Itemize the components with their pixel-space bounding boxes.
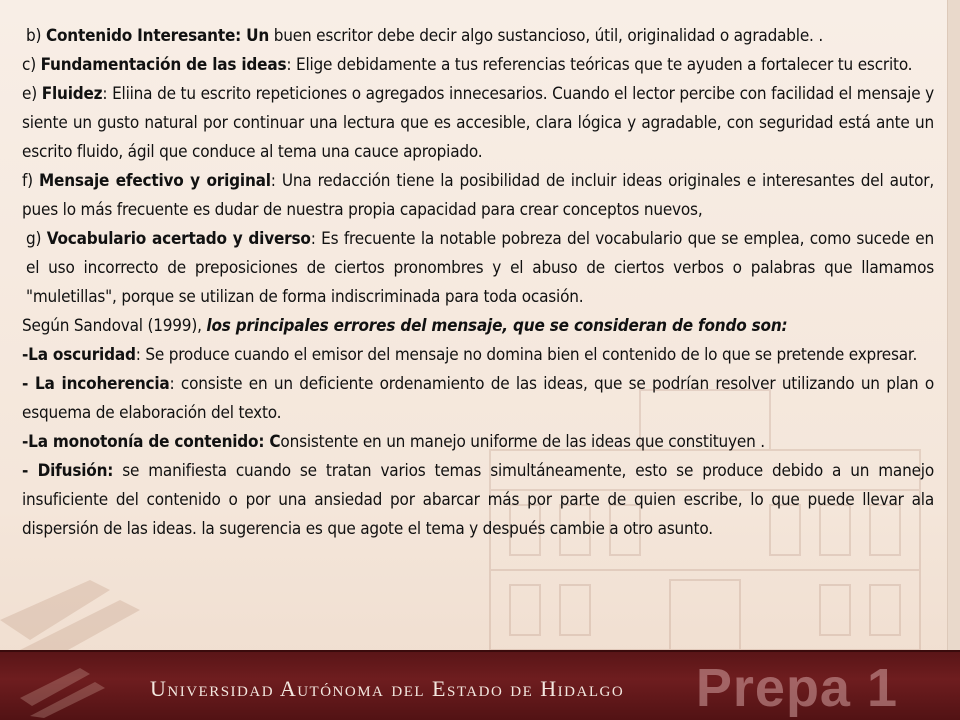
arrows-emblem-icon (20, 658, 130, 718)
university-name: Universidad Autónoma del Estado de Hidalgo (150, 676, 625, 701)
item-term: - La incoherencia (22, 374, 170, 394)
item-term: Contenido Interesante: Un (45, 26, 270, 46)
item-term: -La monotonía de contenido: C (22, 432, 281, 452)
paragraph-f (22, 167, 934, 225)
item-term: Mensaje efectivo y original (39, 171, 271, 191)
item-text: : Elige debidamente a tus referencias teóricas que te ayuden a fortalecer tu escrito. (286, 55, 913, 75)
item-text: se manifiesta cuando se tratan varios temas simultáneamente, esto se produce debido a un manejo insuficiente del contenido o por una ansiedad por abarcar más por parte de quien escribe, lo que puede llevar ala dispersión de las ideas. la sugerencia es que agote el tema y después cambie a otro asunto. (22, 461, 935, 539)
paragraph-oscuridad (22, 341, 934, 370)
item-term: - Difusión: (22, 461, 114, 481)
item-text: : Una redacción tiene la posibilidad de incluir ideas originales e interesantes del autor, pues lo más frecuente es dudar de nuestra propia capacidad para crear conceptos nuevos, (22, 171, 934, 220)
item-term: Fundamentación de las ideas (40, 55, 287, 75)
item-prefix: b) (26, 26, 46, 46)
paragraph-difusion (22, 457, 934, 544)
item-prefix: e) (22, 84, 42, 104)
item-text: : consiste en un deficiente ordenamiento de las ideas, que se podrían resolver utilizando un plan o esquema de elaboración del texto. (22, 374, 934, 423)
decorative-swoosh-icon (0, 560, 200, 660)
paragraph-b (22, 22, 934, 51)
item-prefix: c) (22, 55, 41, 75)
item-term: Vocabulario acertado y diverso (46, 229, 311, 249)
paragraph-e (22, 80, 934, 167)
paragraph-c (22, 51, 934, 80)
prepa-logo-text: Prepa 1 (695, 658, 898, 718)
item-prefix: g) (26, 229, 47, 249)
paragraph-sandoval (22, 312, 934, 341)
right-border (947, 0, 960, 652)
paragraph-incoherencia (22, 370, 934, 428)
item-text: : Eliina de tu escrito repeticiones o agregados innecesarios. Cuando el lector percibe con facilidad el mensaje y siente un gusto natural por continuar una lectura que es accesible, clara lógica y agradable, con seguridad está ante un escrito fluido, ágil que conduce al tema una cauce apropiado. (22, 84, 935, 162)
item-text: buen escritor debe decir algo sustancioso, útil, originalidad o agradable. . (269, 26, 823, 46)
document-body (22, 22, 934, 544)
item-term: Fluidez (41, 84, 103, 104)
item-text: : Se produce cuando el emisor del mensaje no domina bien el contenido de lo que se pretende expresar. (135, 345, 918, 365)
item-emphasis: los principales errores del mensaje, que se consideran de fondo son: (206, 316, 788, 336)
item-text: onsistente en un manejo uniforme de las ideas que constituyen . (280, 432, 765, 452)
item-term: -La oscuridad (22, 345, 136, 365)
item-text: : Es frecuente la notable pobreza del vocabulario que se emplea, como sucede en el uso incorrecto de preposiciones de ciertos pronombres y el abuso de ciertos verbos o palabras que llamamos "muletillas", porque se utilizan de forma indiscriminada para toda ocasión. (26, 229, 934, 307)
paragraph-g (22, 225, 934, 312)
item-prefix: f) (22, 171, 40, 191)
paragraph-monotonia (22, 428, 934, 457)
item-text: Según Sandoval (1999), (22, 316, 207, 336)
